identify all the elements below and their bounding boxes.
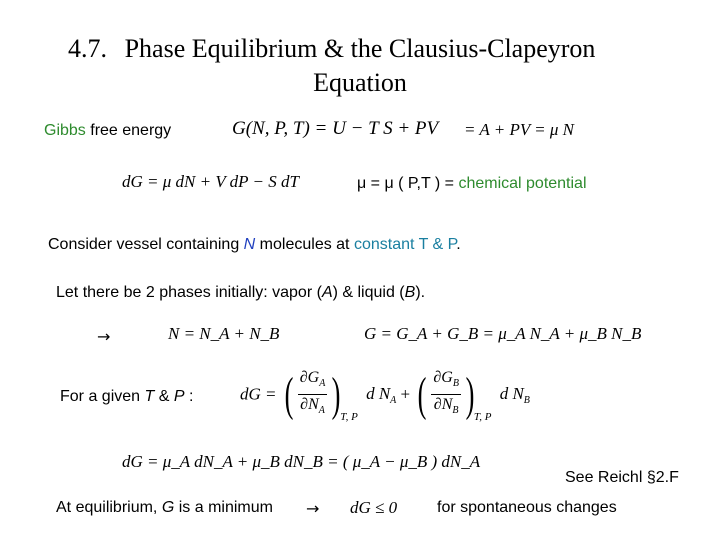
section-number: 4.7.	[68, 34, 107, 63]
numerator-B-sub: B	[452, 378, 459, 389]
gibbs-differential: dG = μ dN + V dP − S dT	[122, 172, 299, 191]
final-differential-equation: dG = μ_A dN_A + μ_B dN_B = ( μ_A − μ_B ) dN_A	[122, 452, 481, 471]
dNA: d N	[366, 383, 391, 403]
equilibrium-G: G	[161, 499, 175, 516]
partial-derivative-equation	[240, 368, 530, 423]
gibbs-label	[44, 122, 171, 140]
phases-prefix: Let there be 2 phases initially: vapor (	[56, 284, 322, 301]
right-paren-B: )	[465, 367, 475, 421]
given-prefix: For a given	[60, 388, 145, 405]
denominator-A-sub: A	[318, 405, 325, 416]
dNB-sub: B	[523, 394, 530, 406]
denominator-A: ∂N	[300, 396, 319, 413]
gibbs-word: Gibbs	[44, 122, 86, 139]
tp-subscript-B: T, P	[473, 411, 492, 424]
vessel-prefix: Consider vessel containing	[48, 236, 244, 253]
dG-equals: dG =	[240, 384, 277, 404]
phases-sentence	[56, 284, 425, 302]
given-P: P	[173, 388, 185, 405]
equilibrium-statement	[56, 499, 273, 517]
right-paren-A: )	[331, 367, 341, 421]
plus-sign: +	[400, 384, 411, 404]
reichl-reference: See Reichl §2.F	[565, 469, 679, 486]
given-end: :	[184, 388, 194, 405]
left-paren-B: (	[417, 367, 427, 421]
given-and: &	[154, 388, 174, 405]
constant-T-P: constant T & P	[353, 236, 457, 253]
vessel-N: N	[243, 236, 256, 253]
numerator-A-sub: A	[319, 378, 326, 389]
left-paren-A: (	[284, 367, 294, 421]
equilibrium-rest: is a minimum	[174, 499, 273, 516]
numerator-B: ∂G	[433, 369, 453, 386]
dNA-term	[366, 383, 397, 406]
slide-title	[0, 32, 720, 100]
implies-arrow-icon: →	[306, 499, 320, 518]
vessel-end: .	[456, 236, 461, 253]
partial-fraction-B	[431, 368, 461, 421]
title-line-1: Phase Equilibrium & the Clausius-Clapeyron	[124, 34, 596, 63]
denominator-B-sub: B	[452, 405, 459, 416]
chemical-potential-term: chemical potential	[458, 175, 587, 192]
phases-middle: ) & liquid (	[332, 284, 405, 301]
tp-subscript-A: T, P	[340, 411, 358, 424]
numerator-A: ∂G	[299, 369, 320, 386]
title-line-2: Equation	[313, 68, 407, 97]
dNB-term	[499, 383, 530, 406]
mu-definition: μ = μ ( P,T ) =	[357, 175, 459, 192]
vessel-middle: molecules at	[255, 236, 354, 253]
particle-sum-equation: N = N_A + N_B	[168, 324, 280, 343]
vessel-sentence	[48, 236, 461, 254]
denominator-B: ∂N	[433, 396, 453, 413]
gibbs-sum-equation: G = G_A + G_B = μ_A N_A + μ_B N_B	[364, 324, 642, 343]
given-T: T	[144, 388, 155, 405]
gibbs-label-rest: free energy	[85, 122, 172, 139]
gibbs-equation-tail: = A + PV = μ N	[464, 120, 575, 139]
spontaneous-note: for spontaneous changes	[437, 499, 617, 516]
gibbs-equation: G(N, P, T) = U − T S + PV	[232, 118, 439, 139]
dG-condition: dG ≤ 0	[350, 498, 398, 517]
phase-A: A	[321, 284, 333, 301]
implies-arrow-icon: →	[97, 327, 111, 346]
phase-B: B	[404, 284, 416, 301]
given-condition	[60, 388, 193, 406]
phases-end: ).	[415, 284, 426, 301]
dNB: d N	[499, 383, 524, 403]
partial-fraction-A	[298, 368, 328, 421]
dNA-sub: A	[390, 394, 397, 406]
chemical-potential-definition	[357, 175, 587, 193]
equilibrium-prefix: At equilibrium,	[56, 499, 162, 516]
